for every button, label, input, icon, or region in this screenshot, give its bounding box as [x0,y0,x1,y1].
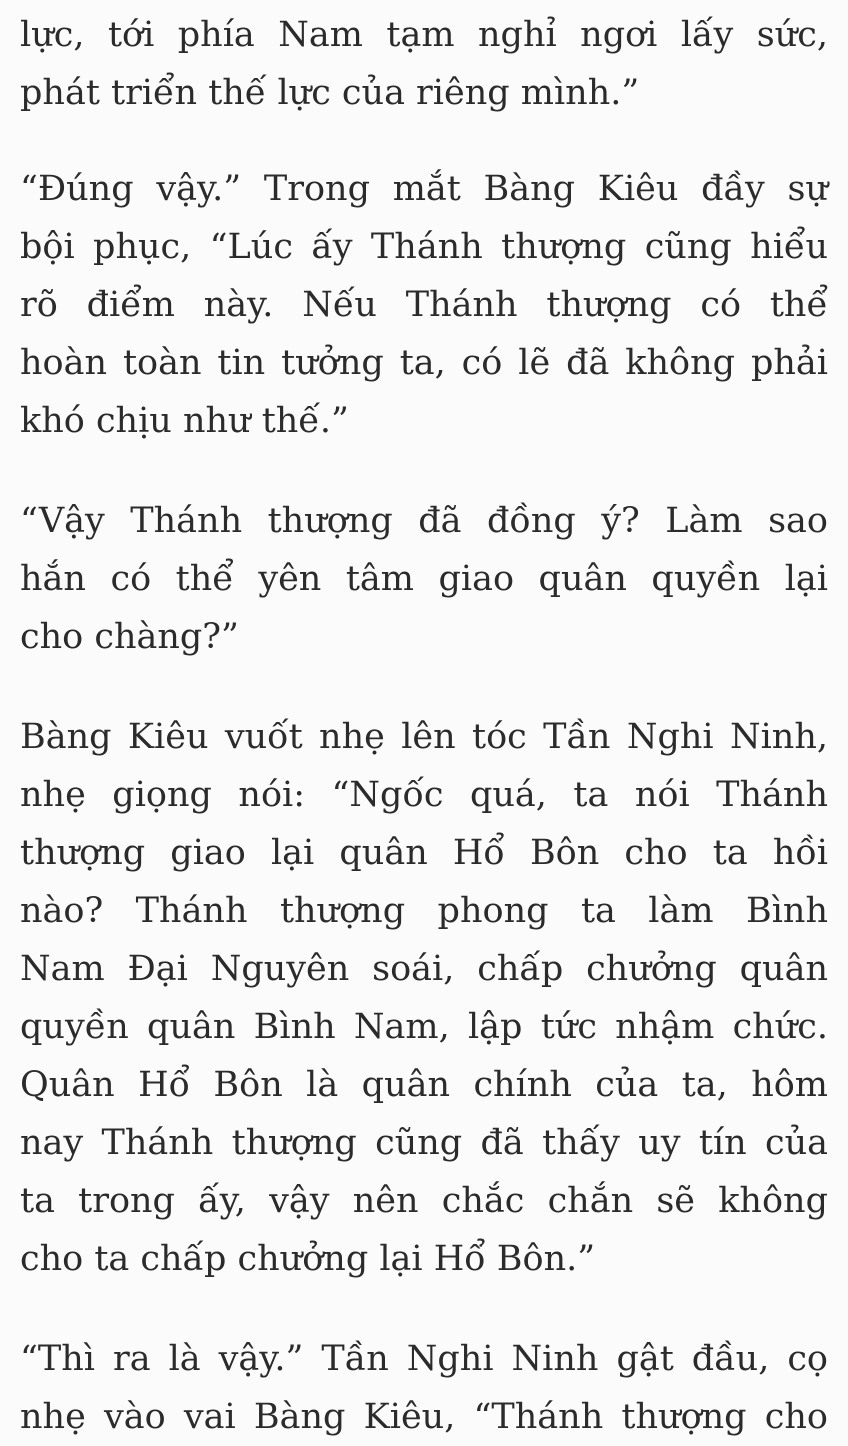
text-line: phát triển thế lực của riêng mình.” [20,73,640,113]
text-line: hoàn toàn tin tưởng ta, có lẽ đã không phải [20,343,828,383]
text-line: Nam Đại Nguyên soái, chấp chưởng quân [20,949,828,989]
text-line: cho chàng?” [20,617,239,657]
text-line: ta trong ấy, vậy nên chắc chắn sẽ không [20,1181,828,1221]
text-line: Quân Hổ Bôn là quân chính của ta, hôm [20,1065,828,1105]
text-line: nay Thánh thượng cũng đã thấy uy tín của [20,1123,828,1163]
text-line: khó chịu như thế.” [20,401,349,441]
text-line: “Đúng vậy.” Trong mắt Bàng Kiêu đầy sự [20,169,828,209]
text-line: rõ điểm này. Nếu Thánh thượng có thể [20,285,828,325]
text-line: hắn có thể yên tâm giao quân quyền lại [20,559,828,599]
text-line: nhẹ giọng nói: “Ngốc quá, ta nói Thánh [20,775,828,815]
text-line: lực, tới phía Nam tạm nghỉ ngơi lấy sức, [20,15,828,55]
text-line: Bàng Kiêu vuốt nhẹ lên tóc Tần Nghi Ninh, [20,717,828,757]
text-line: cho ta chấp chưởng lại Hổ Bôn.” [20,1239,596,1279]
text-line: thượng giao lại quân Hổ Bôn cho ta hồi [20,833,828,873]
text-line: “Thì ra là vậy.” Tần Nghi Ninh gật đầu, cọ [20,1339,828,1379]
text-line: quyền quân Bình Nam, lập tức nhậm chức. [20,1007,828,1047]
text-line: “Vậy Thánh thượng đã đồng ý? Làm sao [20,501,828,541]
text-line: nào? Thánh thượng phong ta làm Bình [20,891,828,931]
text-line: nhẹ vào vai Bàng Kiêu, “Thánh thượng cho [20,1397,828,1437]
text-line: bội phục, “Lúc ấy Thánh thượng cũng hiểu [20,227,828,267]
